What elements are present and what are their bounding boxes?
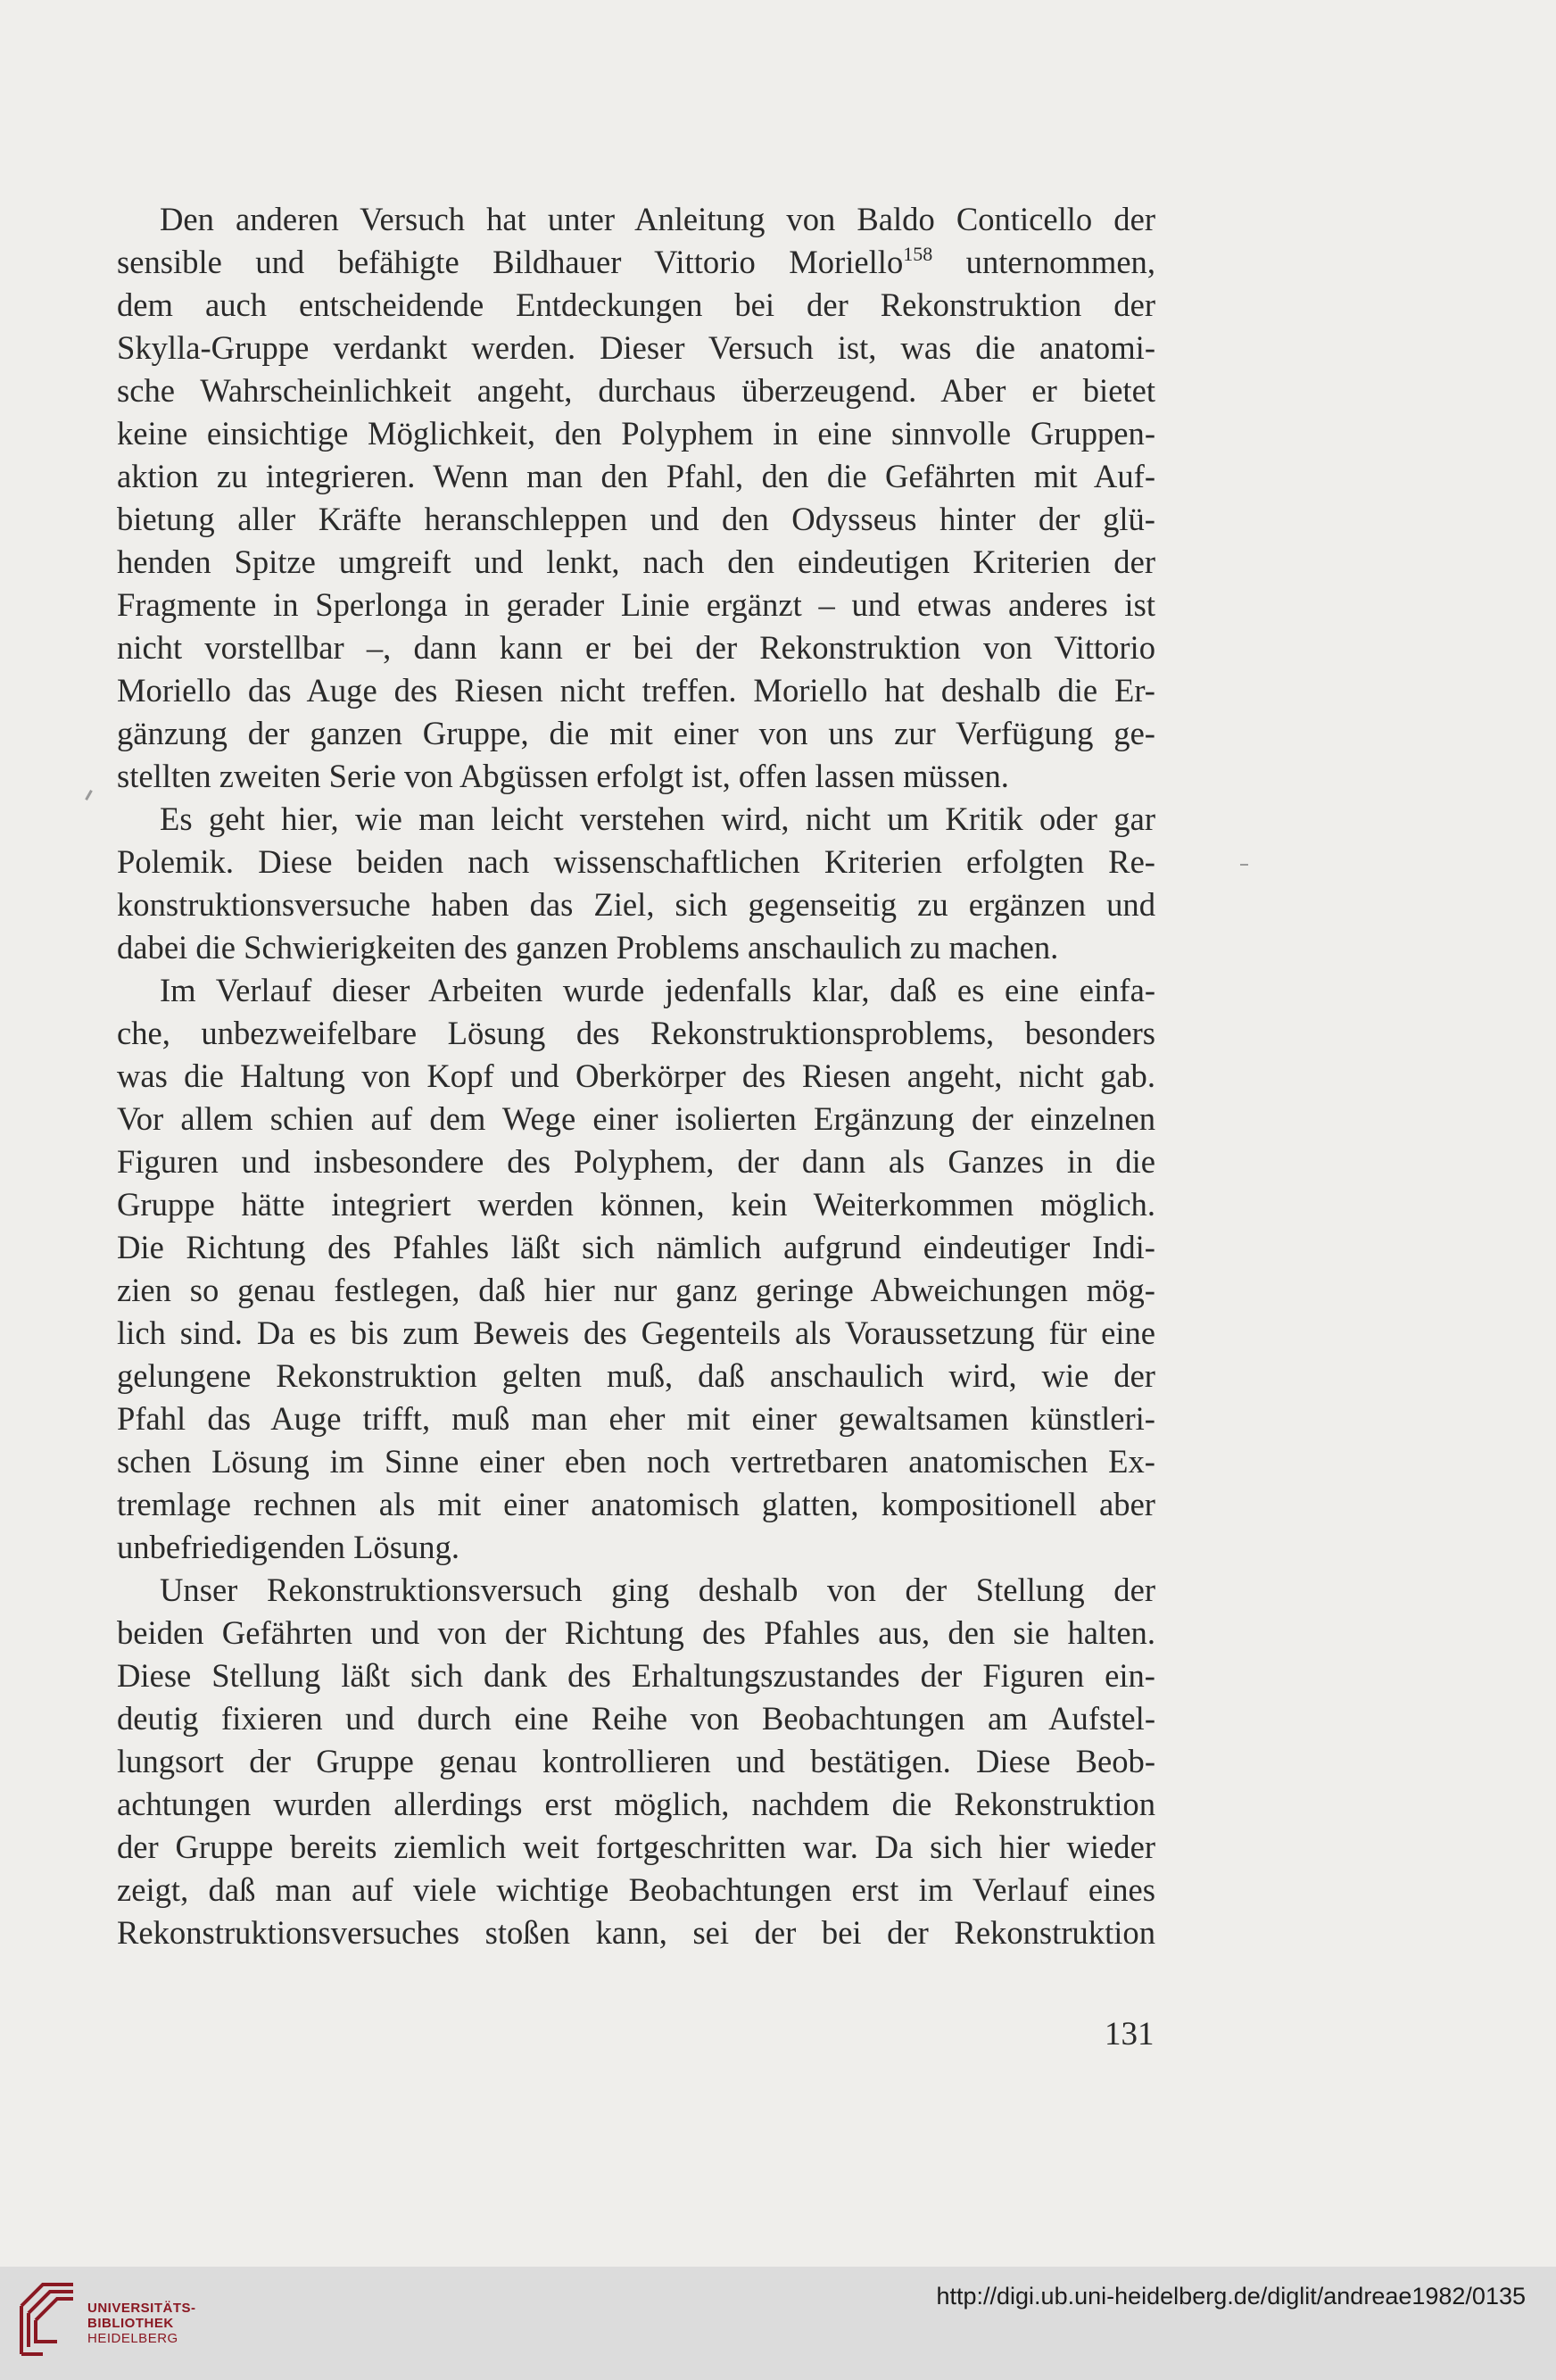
text-line: Unser Rekonstruktionsversuch ging deshalb von der Stellung der [160, 1571, 1155, 1608]
logo-line-3: HEIDELBERG [87, 2331, 178, 2346]
text-line: achtungen wurden allerdings erst möglich, nachdem die Rekonstruktion [117, 1786, 1155, 1822]
text-line: Pfahl das Auge trifft, muß man eher mit einer gewaltsamen künstleri- [117, 1400, 1155, 1437]
scan-speck [85, 790, 93, 800]
text-line: tremlage rechnen als mit einer anatomisch glatten, kompositionell aber [117, 1486, 1155, 1522]
footnote-marker: 158 [903, 243, 933, 265]
library-logo-text [87, 2301, 196, 2346]
text-line: Es geht hier, wie man leicht verstehen wird, nicht um Kritik oder gar [160, 800, 1155, 837]
text-line-segment: unternommen, [932, 244, 1155, 280]
logo-line-1: UNIVERSITÄTS- [87, 2301, 196, 2316]
text-line: Gruppe hätte integriert werden können, kein Weiterkommen möglich. [117, 1186, 1155, 1223]
text-line: unbefriedigenden Lösung. [117, 1529, 459, 1565]
text-line: Den anderen Versuch hat unter Anleitung von Baldo Conticello der [160, 201, 1155, 237]
text-line: lungsort der Gruppe genau kontrollieren und bestätigen. Diese Beob- [117, 1743, 1155, 1779]
page-number: 131 [1105, 2016, 1155, 2052]
text-line: dabei die Schwierigkeiten des ganzen Problems anschaulich zu machen. [117, 929, 1059, 966]
footer-url-link[interactable]: http://digi.ub.uni-heidelberg.de/diglit/andreae1982/0135 [936, 2283, 1526, 2310]
text-line: dem auch entscheidende Entdeckungen bei der Rekonstruktion der [117, 286, 1155, 323]
text-line: bietung aller Kräfte heranschleppen und den Odysseus hinter der glü- [117, 501, 1155, 537]
text-line: gelungene Rekonstruktion gelten muß, daß anschaulich wird, wie der [117, 1357, 1155, 1394]
text-line: Moriello das Auge des Riesen nicht treffen. Moriello hat deshalb die Er- [117, 672, 1155, 709]
text-line [117, 241, 1155, 284]
text-line: Die Richtung des Pfahles läßt sich nämlich aufgrund eindeutiger Indi- [117, 1229, 1155, 1265]
text-line: keine einsichtige Möglichkeit, den Polyphem in eine sinnvolle Gruppen- [117, 415, 1155, 452]
text-line: Diese Stellung läßt sich dank des Erhaltungszustandes der Figuren ein- [117, 1657, 1155, 1694]
text-line: lich sind. Da es bis zum Beweis des Gegenteils als Voraussetzung für eine [117, 1314, 1155, 1351]
text-line: der Gruppe bereits ziemlich weit fortgeschritten war. Da sich hier wieder [117, 1829, 1155, 1865]
body-text [117, 198, 1155, 1954]
text-line: Figuren und insbesondere des Polyphem, der dann als Ganzes in die [117, 1143, 1155, 1180]
text-line: nicht vorstellbar –, dann kann er bei der Rekonstruktion von Vittorio [117, 629, 1155, 666]
logo-line-2: BIBLIOTHEK [87, 2316, 174, 2331]
text-line: sche Wahrscheinlichkeit angeht, durchaus überzeugend. Aber er bietet [117, 372, 1155, 409]
text-line: aktion zu integrieren. Wenn man den Pfahl, den die Gefährten mit Auf- [117, 458, 1155, 494]
text-line: henden Spitze umgreift und lenkt, nach den eindeutigen Kriterien der [117, 543, 1155, 580]
text-line: stellten zweiten Serie von Abgüssen erfolgt ist, offen lassen müssen. [117, 758, 1009, 794]
text-line: Polemik. Diese beiden nach wissenschaftlichen Kriterien erfolgten Re- [117, 843, 1155, 880]
library-logo-icon [16, 2279, 79, 2359]
text-line: Vor allem schien auf dem Wege einer isolierten Ergänzung der einzelnen [117, 1100, 1155, 1137]
text-line: Im Verlauf dieser Arbeiten wurde jedenfalls klar, daß es eine einfa- [160, 972, 1155, 1008]
text-line: che, unbezweifelbare Lösung des Rekonstruktionsproblems, besonders [117, 1015, 1155, 1051]
text-line: beiden Gefährten und von der Richtung des Pfahles aus, den sie halten. [117, 1614, 1155, 1651]
text-line: Rekonstruktionsversuches stoßen kann, sei der bei der Rekonstruktion [117, 1914, 1155, 1951]
text-line: zeigt, daß man auf viele wichtige Beobachtungen erst im Verlauf eines [117, 1871, 1155, 1908]
text-line: gänzung der ganzen Gruppe, die mit einer von uns zur Verfügung ge- [117, 715, 1155, 751]
text-line: deutig fixieren und durch eine Reihe von Beobachtungen am Aufstel- [117, 1700, 1155, 1737]
scan-speck [1240, 864, 1248, 866]
text-line: konstruktionsversuche haben das Ziel, sich gegenseitig zu ergänzen und [117, 886, 1155, 923]
text-line: Fragmente in Sperlonga in gerader Linie ergänzt – und etwas anderes ist [117, 586, 1155, 623]
text-line: zien so genau festlegen, daß hier nur ganz geringe Abweichungen mög- [117, 1272, 1155, 1308]
text-line: schen Lösung im Sinne einer eben noch vertretbaren anatomischen Ex- [117, 1443, 1155, 1480]
text-line-segment: sensible und befähigte Bildhauer Vittorio Moriello [117, 244, 904, 280]
text-line: Skylla-Gruppe verdankt werden. Dieser Versuch ist, was die anatomi- [117, 329, 1155, 366]
text-line: was die Haltung von Kopf und Oberkörper des Riesen angeht, nicht gab. [117, 1057, 1155, 1094]
